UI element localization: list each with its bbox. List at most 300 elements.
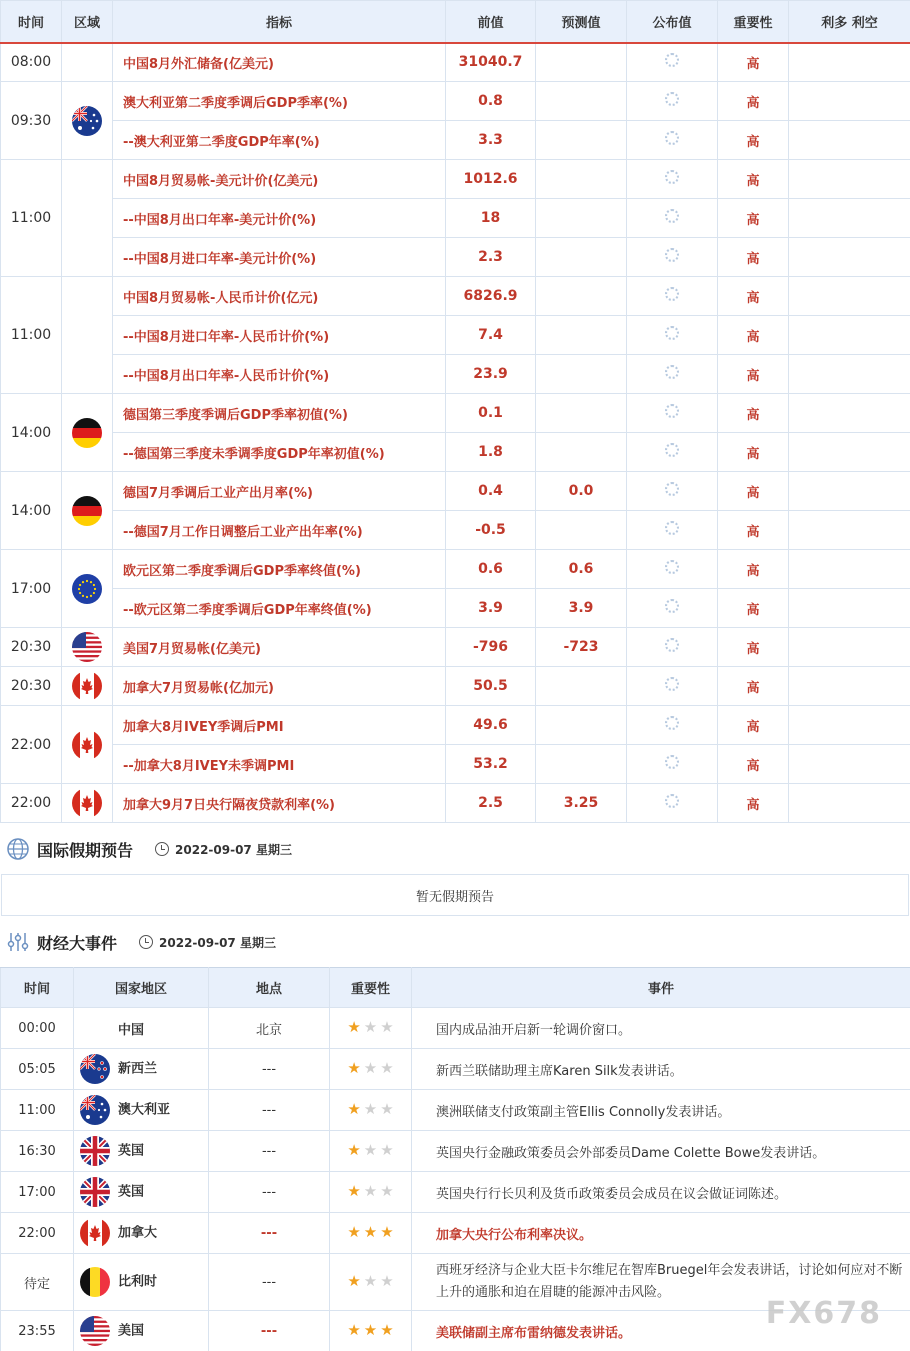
indicator-name[interactable]: 加拿大7月贸易帐(亿加元) [113,667,446,706]
event-row [1,1049,910,1090]
calendar-region [62,667,113,706]
actual-value [627,199,718,238]
forecast-value [536,667,627,706]
loading-spinner-icon [665,326,679,340]
event-time: 23:55 [1,1311,74,1351]
impact-value [789,238,910,277]
impact-value [789,550,910,589]
actual-value [627,745,718,784]
event-location: --- [209,1090,330,1131]
loading-spinner-icon [665,521,679,535]
prev-value: 0.1 [446,394,536,433]
flag-canada-icon [72,671,102,701]
star-icon: ★ [380,1059,394,1077]
impact-value [789,43,910,82]
calendar-region [62,43,113,82]
loading-spinner-icon [665,404,679,418]
actual-value [627,433,718,472]
calendar-row [1,511,910,550]
star-icon: ★ [363,1223,378,1241]
loading-spinner-icon [665,599,679,613]
calendar-region [62,706,113,784]
calendar-row [1,394,910,433]
star-icon: ★ [380,1100,394,1118]
importance-value: 高 [718,667,789,706]
event-importance [330,1311,412,1351]
importance-value: 高 [718,472,789,511]
event-description[interactable]: 美联储副主席布雷纳德发表讲话。 [412,1311,910,1351]
event-description[interactable]: 澳洲联储支付政策副主管Ellis Connolly发表讲话。 [412,1090,910,1131]
impact-value [789,784,910,823]
event-time: 05:05 [1,1049,74,1090]
ev-col-event: 事件 [412,968,910,1008]
calendar-row [1,706,910,745]
importance-value: 高 [718,238,789,277]
country-name: 加拿大 [118,1225,158,1241]
event-importance [330,1131,412,1172]
forecast-value [536,394,627,433]
event-description[interactable]: 英国央行行长贝利及货币政策委员会成员在议会做证词陈述。 [412,1172,910,1213]
loading-spinner-icon [665,560,679,574]
importance-value: 高 [718,316,789,355]
prev-value: 0.6 [446,550,536,589]
forecast-value [536,316,627,355]
forecast-value [536,82,627,121]
loading-spinner-icon [665,716,679,730]
event-country [74,1311,209,1351]
holiday-title: 国际假期预告 [37,840,134,860]
event-location: --- [209,1172,330,1213]
calendar-time: 09:30 [1,82,62,160]
impact-value [789,316,910,355]
prev-value: 0.4 [446,472,536,511]
actual-value [627,238,718,277]
indicator-name[interactable]: --中国8月出口年率-人民币计价(%) [113,355,446,394]
loading-spinner-icon [665,131,679,145]
impact-value [789,355,910,394]
event-location: --- [209,1049,330,1090]
star-icon: ★ [380,1018,394,1036]
impact-value [789,199,910,238]
country-name: 美国 [118,1323,145,1339]
indicator-name[interactable]: 中国8月贸易帐-美元计价(亿美元) [113,160,446,199]
loading-spinner-icon [665,209,679,223]
calendar-row [1,199,910,238]
impact-value [789,121,910,160]
col-indicator: 指标 [113,1,446,43]
loading-spinner-icon [665,443,679,457]
loading-spinner-icon [665,92,679,106]
importance-stars [347,1225,393,1240]
calendar-time: 14:00 [1,472,62,550]
flag-canada-icon [80,1218,110,1248]
impact-value [789,82,910,121]
actual-value [627,511,718,550]
indicator-name[interactable]: --德国7月工作日调整后工业产出年率(%) [113,511,446,550]
calendar-row [1,745,910,784]
indicator-name[interactable]: 欧元区第二季度季调后GDP季率终值(%) [113,550,446,589]
importance-value: 高 [718,43,789,82]
calendar-row [1,667,910,706]
event-location: --- [209,1254,330,1311]
event-importance [330,1049,412,1090]
actual-value [627,82,718,121]
star-icon: ★ [363,1059,378,1077]
event-country [74,1131,209,1172]
event-location: --- [209,1311,330,1351]
event-importance [330,1254,412,1311]
star-icon: ★ [347,1272,361,1290]
star-icon: ★ [347,1059,361,1077]
event-location: 北京 [209,1008,330,1049]
forecast-value [536,277,627,316]
flag-canada-icon [72,730,102,760]
holiday-section-header [0,834,910,864]
event-time: 17:00 [1,1172,74,1213]
calendar-row [1,43,910,82]
star-icon: ★ [347,1100,361,1118]
loading-spinner-icon [665,170,679,184]
importance-value: 高 [718,82,789,121]
indicator-name[interactable]: --中国8月进口年率-人民币计价(%) [113,316,446,355]
flag-belgium-icon [80,1267,110,1297]
col-actual: 公布值 [627,1,718,43]
calendar-time: 20:30 [1,628,62,667]
importance-stars [347,1143,393,1158]
actual-value [627,394,718,433]
flag-australia-icon [72,106,102,136]
holiday-date: 2022-09-07 星期三 [175,842,292,857]
importance-value: 高 [718,706,789,745]
actual-value [627,589,718,628]
forecast-value [536,199,627,238]
calendar-time: 14:00 [1,394,62,472]
calendar-row [1,589,910,628]
actual-value [627,121,718,160]
event-location: --- [209,1131,330,1172]
flag-germany-icon [72,418,102,448]
event-time: 22:00 [1,1213,74,1254]
calendar-row [1,433,910,472]
indicator-name[interactable]: --德国第三季度未季调季度GDP年率初值(%) [113,433,446,472]
actual-value [627,472,718,511]
star-icon: ★ [363,1100,378,1118]
importance-value: 高 [718,745,789,784]
flag-newzealand-icon [80,1054,110,1084]
star-icon: ★ [363,1141,378,1159]
calendar-region [62,82,113,160]
event-country [74,1213,209,1254]
loading-spinner-icon [665,287,679,301]
calendar-row [1,277,910,316]
globe-icon [5,836,31,862]
impact-value [789,472,910,511]
loading-spinner-icon [665,677,679,691]
indicator-name[interactable]: --中国8月出口年率-美元计价(%) [113,199,446,238]
clock-icon [139,935,153,949]
col-forecast: 预测值 [536,1,627,43]
calendar-row [1,355,910,394]
country-name: 英国 [118,1143,145,1159]
calendar-time: 11:00 [1,160,62,277]
impact-value [789,433,910,472]
calendar-row [1,82,910,121]
prev-value: 53.2 [446,745,536,784]
calendar-time: 22:00 [1,784,62,823]
event-country [74,1172,209,1213]
loading-spinner-icon [665,755,679,769]
impact-value [789,160,910,199]
impact-value [789,277,910,316]
calendar-row [1,472,910,511]
sliders-icon [5,929,31,955]
importance-stars [347,1020,393,1035]
prev-value: 2.5 [446,784,536,823]
country-name: 中国 [118,1022,145,1038]
calendar-row [1,550,910,589]
flag-australia-icon [80,1095,110,1125]
ev-col-country: 国家地区 [74,968,209,1008]
event-time: 11:00 [1,1090,74,1131]
actual-value [627,667,718,706]
loading-spinner-icon [665,638,679,652]
forecast-value: 0.0 [536,472,627,511]
actual-value [627,784,718,823]
importance-value: 高 [718,589,789,628]
forecast-value: -723 [536,628,627,667]
star-icon: ★ [380,1141,394,1159]
prev-value: 49.6 [446,706,536,745]
event-time: 16:30 [1,1131,74,1172]
event-row [1,1213,910,1254]
loading-spinner-icon [665,794,679,808]
forecast-value [536,160,627,199]
event-description[interactable]: 西班牙经济与企业大臣卡尔维尼在智库Bruegel年会发表讲话，讨论如何应对不断上升的通胀和迫在眉睫的能源冲击风险。 [412,1254,910,1311]
events-header-row [1,968,910,1008]
impact-value [789,745,910,784]
prev-value: 1012.6 [446,160,536,199]
ev-col-importance: 重要性 [330,968,412,1008]
calendar-row [1,160,910,199]
impact-value [789,667,910,706]
holiday-empty-text: 暂无假期预告 [415,889,494,905]
impact-value [789,706,910,745]
indicator-name[interactable]: 中国8月贸易帐-人民币计价(亿元) [113,277,446,316]
prev-value: 31040.7 [446,43,536,82]
forecast-value [536,355,627,394]
flag-germany-icon [72,496,102,526]
star-icon: ★ [363,1018,378,1036]
forecast-value [536,706,627,745]
actual-value [627,43,718,82]
star-icon: ★ [347,1321,361,1339]
flag-usa-icon [72,632,102,662]
impact-value [789,511,910,550]
event-description[interactable]: 国内成品油开启新一轮调价窗口。 [412,1008,910,1049]
prev-value: 0.8 [446,82,536,121]
star-icon: ★ [380,1182,394,1200]
importance-value: 高 [718,355,789,394]
loading-spinner-icon [665,53,679,67]
prev-value: 6826.9 [446,277,536,316]
actual-value [627,160,718,199]
event-time: 00:00 [1,1008,74,1049]
event-importance [330,1090,412,1131]
events-title: 财经大事件 [37,933,118,953]
prev-value: 18 [446,199,536,238]
calendar-time: 22:00 [1,706,62,784]
importance-stars [347,1102,393,1117]
event-importance [330,1213,412,1254]
actual-value [627,706,718,745]
indicator-name[interactable]: 德国第三季度季调后GDP季率初值(%) [113,394,446,433]
indicator-name[interactable]: 中国8月外汇储备(亿美元) [113,43,446,82]
prev-value: -0.5 [446,511,536,550]
flag-uk-icon [80,1136,110,1166]
importance-value: 高 [718,511,789,550]
event-time: 待定 [1,1254,74,1311]
importance-stars [347,1061,393,1076]
forecast-value [536,745,627,784]
indicator-name[interactable]: 美国7月贸易帐(亿美元) [113,628,446,667]
indicator-name[interactable]: 澳大利亚第二季度季调后GDP季率(%) [113,82,446,121]
flag-uk-icon [80,1177,110,1207]
prev-value: 3.3 [446,121,536,160]
calendar-time: 08:00 [1,43,62,82]
event-description[interactable]: 加拿大央行公布利率决议。 [412,1213,910,1254]
indicator-name[interactable]: --欧元区第二季度季调后GDP年率终值(%) [113,589,446,628]
prev-value: 7.4 [446,316,536,355]
importance-value: 高 [718,160,789,199]
actual-value [627,316,718,355]
event-country [74,1049,209,1090]
country-name: 新西兰 [118,1061,158,1077]
importance-value: 高 [718,277,789,316]
star-icon: ★ [363,1272,378,1290]
event-location: --- [209,1213,330,1254]
importance-value: 高 [718,784,789,823]
calendar-row [1,121,910,160]
flag-eu-icon [72,574,102,604]
holiday-empty-notice [1,874,909,916]
calendar-region [62,394,113,472]
country-name: 比利时 [118,1274,158,1290]
calendar-time: 17:00 [1,550,62,628]
event-country [74,1254,209,1311]
flag-usa-icon [80,1316,110,1346]
event-row [1,1172,910,1213]
indicator-name[interactable]: --加拿大8月IVEY未季调PMI [113,745,446,784]
clock-icon [155,842,169,856]
actual-value [627,628,718,667]
loading-spinner-icon [665,482,679,496]
prev-value: 2.3 [446,238,536,277]
forecast-value [536,511,627,550]
ev-col-time: 时间 [1,968,74,1008]
star-icon: ★ [363,1182,378,1200]
calendar-region [62,472,113,550]
actual-value [627,277,718,316]
forecast-value [536,238,627,277]
calendar-row [1,316,910,355]
event-row [1,1131,910,1172]
calendar-region [62,550,113,628]
star-icon: ★ [363,1321,378,1339]
indicator-name[interactable]: 德国7月季调后工业产出月率(%) [113,472,446,511]
col-importance: 重要性 [718,1,789,43]
calendar-time: 20:30 [1,667,62,706]
indicator-name[interactable]: 加拿大8月IVEY季调后PMI [113,706,446,745]
forecast-value [536,121,627,160]
importance-value: 高 [718,628,789,667]
prev-value: 50.5 [446,667,536,706]
indicator-name[interactable]: --澳大利亚第二季度GDP年率(%) [113,121,446,160]
watermark: FX678 [765,1296,882,1331]
events-section-header [0,927,910,957]
event-country [74,1090,209,1131]
forecast-value: 3.9 [536,589,627,628]
financial-events-table [0,967,910,1351]
star-icon: ★ [380,1223,394,1241]
prev-value: 3.9 [446,589,536,628]
prev-value: 1.8 [446,433,536,472]
importance-stars [347,1184,393,1199]
importance-stars [347,1323,393,1338]
ev-col-location: 地点 [209,968,330,1008]
prev-value: -796 [446,628,536,667]
impact-value [789,589,910,628]
star-icon: ★ [347,1223,361,1241]
loading-spinner-icon [665,365,679,379]
event-importance [330,1172,412,1213]
indicator-name[interactable]: --中国8月进口年率-美元计价(%) [113,238,446,277]
importance-value: 高 [718,121,789,160]
col-time: 时间 [1,1,62,43]
actual-value [627,550,718,589]
forecast-value: 0.6 [536,550,627,589]
calendar-region [62,160,113,277]
event-country [74,1008,209,1049]
forecast-value [536,433,627,472]
importance-value: 高 [718,550,789,589]
importance-value: 高 [718,433,789,472]
loading-spinner-icon [665,248,679,262]
calendar-row [1,784,910,823]
impact-value [789,394,910,433]
star-icon: ★ [347,1018,361,1036]
calendar-region [62,277,113,394]
forecast-value: 3.25 [536,784,627,823]
col-prev: 前值 [446,1,536,43]
event-importance [330,1008,412,1049]
country-name: 英国 [118,1184,145,1200]
event-description[interactable]: 英国央行金融政策委员会外部委员Dame Colette Bowe发表讲话。 [412,1131,910,1172]
prev-value: 23.9 [446,355,536,394]
calendar-time: 11:00 [1,277,62,394]
event-description[interactable]: 新西兰联储助理主席Karen Silk发表讲话。 [412,1049,910,1090]
importance-value: 高 [718,394,789,433]
actual-value [627,355,718,394]
calendar-header-row [1,1,910,43]
col-impact: 利多 利空 [789,1,910,43]
col-region: 区域 [62,1,113,43]
calendar-region [62,784,113,823]
indicator-name[interactable]: 加拿大9月7日央行隔夜贷款利率(%) [113,784,446,823]
event-row [1,1090,910,1131]
events-date: 2022-09-07 星期三 [159,935,276,950]
flag-canada-icon [72,788,102,818]
impact-value [789,628,910,667]
